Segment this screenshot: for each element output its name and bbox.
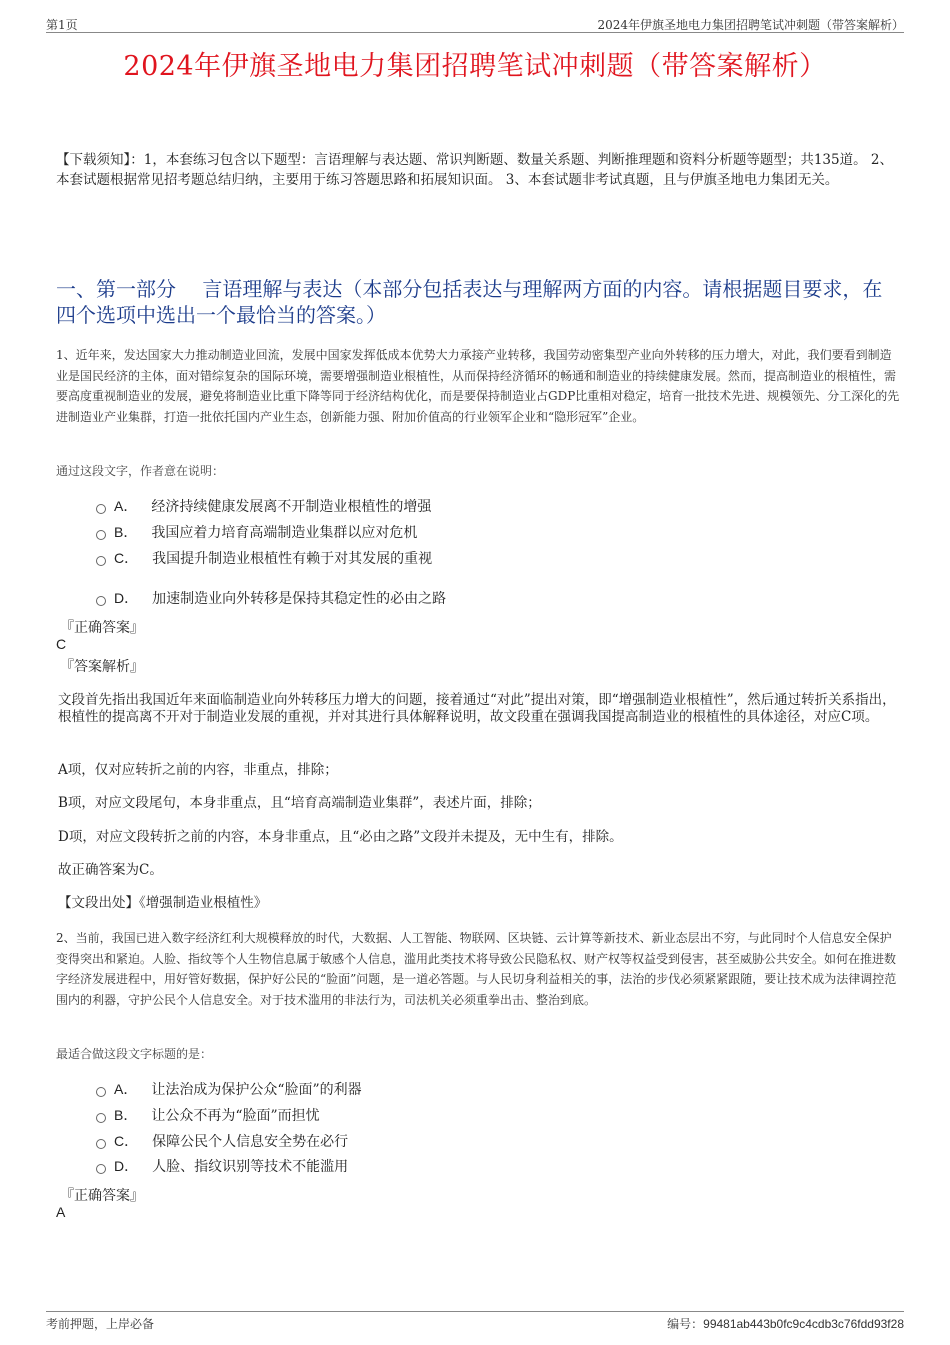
question-1-option-d[interactable] (96, 588, 446, 608)
option-text: 经济持续健康发展离不开制造业根植性的增强 (151, 499, 432, 515)
radio-icon[interactable] (96, 504, 106, 514)
analysis-paragraph: A项，仅对应转折之前的内容，非重点，排除； (58, 762, 338, 778)
page-footer (46, 1311, 904, 1332)
option-text: 加速制造业向外转移是保持其稳定性的必由之路 (152, 591, 447, 607)
question-1-source: 【文段出处】《增强制造业根植性》 (58, 895, 268, 911)
document-title: 2024年伊旗圣地电力集团招聘笔试冲刺题（带答案解析） (123, 51, 827, 82)
option-letter: A． (114, 498, 138, 514)
question-2-option-d[interactable] (96, 1156, 348, 1176)
running-title: 2024年伊旗圣地电力集团招聘笔试冲刺题（带答案解析） (597, 18, 904, 32)
radio-icon[interactable] (96, 1087, 106, 1097)
question-2-answer: A (56, 1204, 66, 1220)
option-letter: D． (114, 1158, 139, 1174)
question-1-option-b[interactable] (96, 522, 417, 542)
analysis-paragraph: D项，对应文段转折之前的内容，本身非重点，且“必由之路”文段并未提及，无中生有，排除。 (58, 829, 623, 845)
question-1-option-a[interactable] (96, 496, 431, 516)
question-2-option-a[interactable] (96, 1079, 362, 1099)
question-1-answer-label: 『正确答案』 (60, 620, 144, 636)
radio-icon[interactable] (96, 1139, 106, 1149)
download-notice: 【下载须知】：1，本套练习包含以下题型：言语理解与表达题、常识判断题、数量关系题、判断推理题和资料分析题等题型；共135道。 2、本套试题根据常见招考题总结归纳，主要用于练习答题思路和拓展知识面。 3、本套试题非考试真题，且与伊旗圣地电力集团无关。 (56, 152, 893, 188)
analysis-paragraph: 故正确答案为C。 (58, 862, 163, 878)
radio-icon[interactable] (96, 1164, 106, 1174)
footer-slogan: 考前押题，上岸必备 (46, 1317, 155, 1331)
code-label: 编号： (667, 1317, 704, 1331)
option-letter: C． (114, 550, 139, 566)
question-1-answer: C (56, 636, 67, 652)
radio-icon[interactable] (96, 556, 106, 566)
section-heading: 一、第一部分 言语理解与表达（本部分包括表达与理解两方面的内容。请根据题目要求，在四个选项中选出一个最恰当的答案。） (56, 277, 883, 327)
question-2-passage: 2、当前，我国已进入数字经济红利大规模释放的时代，大数据、人工智能、物联网、区块链、云计算等新技术、新业态层出不穷，与此同时个人信息安全保护变得突出和紧迫。人脸、指纹等个人生物信息属于敏感个人信息，滥用此类技术将导致公民隐私权、财产权等权益受到侵害，甚至威胁公共安全。如何在推进数字经济发展进程中，用好管好数据，保护好公民的“脸面”问题，是一道必答题。与人民切身利益相关的事，法治的步伐必须紧紧跟随，要让技术成为法律调控范围内的利器，守护公民个人信息安全。对于技术滥用的非法行为，司法机关必须重拳出击、整治到底。 (56, 931, 897, 1007)
option-letter: B． (114, 524, 138, 540)
option-text: 人脸、指纹识别等技术不能滥用 (152, 1159, 349, 1175)
code-value: 99481ab443b0fc9c4cdb3c76fdd93f28 (703, 1317, 904, 1331)
radio-icon[interactable] (96, 1113, 106, 1123)
option-text: 我国应着力培育高端制造业集群以应对危机 (151, 525, 418, 541)
question-1-analysis-label: 『答案解析』 (60, 659, 144, 675)
option-text: 保障公民个人信息安全势在必行 (152, 1134, 349, 1150)
page-header (46, 14, 904, 33)
option-text: 让法治成为保护公众“脸面”的利器 (151, 1082, 362, 1098)
option-letter: A． (114, 1081, 138, 1097)
question-1-passage: 1、近年来，发达国家大力推动制造业回流，发展中国家发挥低成本优势大力承接产业转移，我国劳动密集型产业向外转移的压力增大，对此，我们要看到制造业是国民经济的主体，面对错综复杂的国际环境，需要增强制造业根植性，从而保持经济循环的畅通和制造业的持续健康发展。然而，提高制造业的根植性，需要高度重视制造业的发展，避免将制造业比重下降等同于经济结构优化，而是要保持制造业占GDP比重相对稳定，培育一批技术先进、规模领先、分工深化的先进制造业产业集群，打造一批依托国内产业生态，创新能力强、附加价值高的行业领军企业和“隐形冠军”企业。 (56, 348, 900, 424)
option-letter: B． (114, 1107, 138, 1123)
option-text: 我国提升制造业根植性有赖于对其发展的重视 (152, 551, 433, 567)
option-letter: C． (114, 1133, 139, 1149)
question-2-answer-label: 『正确答案』 (60, 1188, 144, 1204)
document-code (667, 1315, 904, 1332)
option-letter: D． (114, 590, 139, 606)
radio-icon[interactable] (96, 530, 106, 540)
option-text: 让公众不再为“脸面”而担忧 (151, 1108, 320, 1124)
question-1-option-c[interactable] (96, 548, 432, 568)
question-2-option-c[interactable] (96, 1131, 348, 1151)
analysis-paragraph: B项，对应文段尾句，本身非重点，且“培育高端制造业集群”，表述片面，排除； (58, 795, 541, 811)
analysis-paragraph: 文段首先指出我国近年来面临制造业向外转移压力增大的问题，接着通过“对此”提出对策，即“增强制造业根植性”，然后通过转折关系指出，根植性的提高离不开对于制造业发展的重视，并对其进行具体解释说明，故文段重在强调我国提高制造业的根植性的具体途径，对应C项。 (58, 692, 896, 725)
page-number: 第1页 (46, 18, 78, 32)
question-1-prompt: 通过这段文字，作者意在说明： (56, 464, 225, 478)
question-2-prompt: 最适合做这段文字标题的是： (56, 1047, 213, 1061)
radio-icon[interactable] (96, 596, 106, 606)
question-2-option-b[interactable] (96, 1105, 320, 1125)
